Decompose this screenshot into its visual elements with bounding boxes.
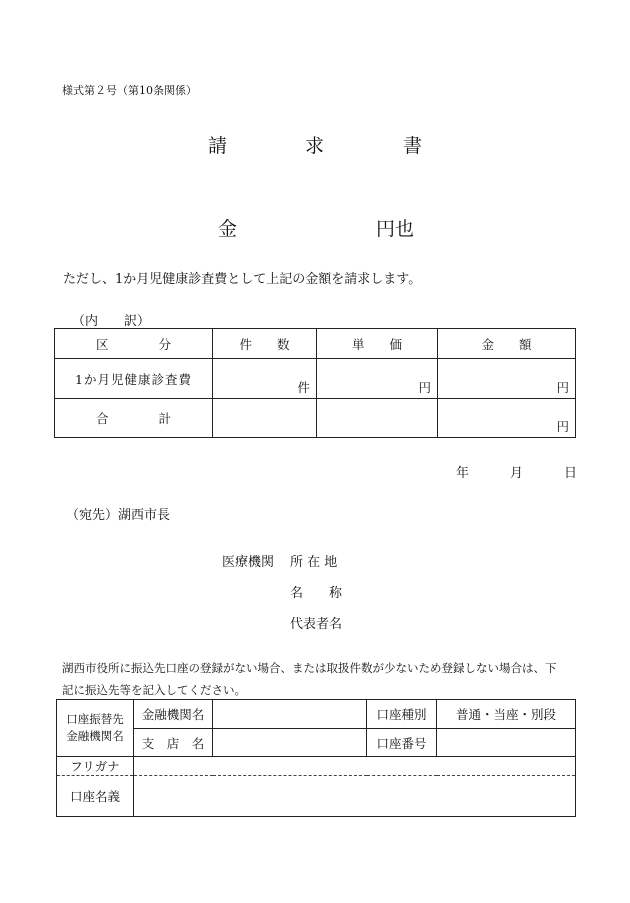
total-count-cell [213, 399, 317, 438]
form-number: 様式第２号（第10条関係） [62, 84, 197, 97]
account-number-label: 口座番号 [367, 729, 437, 757]
count-cell[interactable] [213, 359, 317, 399]
date-year: 年 [456, 466, 470, 481]
transfer-group-label-2: 金融機関名 [66, 729, 124, 743]
breakdown-table [54, 328, 576, 438]
bank-table [56, 699, 576, 817]
amount-cell[interactable] [438, 359, 576, 399]
date-day: 日 [564, 466, 578, 481]
table-row [55, 399, 576, 438]
branch-label: 支 店 名 [134, 729, 213, 757]
address-label: 所 在 地 [290, 555, 338, 570]
addressee: （宛先）湖西市長 [66, 508, 171, 523]
total-label: 合 計 [55, 399, 213, 438]
amount-prefix: 金 [218, 218, 238, 240]
account-holder-input[interactable] [134, 776, 576, 817]
header-amount: 金 額 [438, 329, 576, 359]
note-line-2: 記に振込先等を記入してください。 [62, 683, 246, 697]
representative-label: 代表者名 [290, 617, 343, 632]
name-label: 名 称 [290, 586, 343, 601]
count-unit: 件 [297, 380, 310, 395]
total-price-cell [317, 399, 438, 438]
institution-label: 医療機関 [222, 555, 275, 570]
account-type-options[interactable]: 普通・当座・別段 [437, 700, 576, 729]
header-count: 件 数 [213, 329, 317, 359]
header-category: 区 分 [55, 329, 213, 359]
account-number-input[interactable] [437, 729, 576, 757]
statement: ただし、1か月児健康診査費として上記の金額を請求します。 [63, 272, 422, 287]
title-char-2: 求 [305, 135, 325, 157]
furigana-label: フリガナ [57, 757, 134, 776]
title-char-1: 請 [208, 135, 228, 157]
branch-input[interactable] [213, 729, 367, 757]
row-label: 1か月児健康診査費 [55, 359, 213, 399]
title-char-3: 書 [403, 135, 423, 157]
unit-price-cell[interactable] [317, 359, 438, 399]
date-month: 月 [510, 466, 524, 481]
transfer-group-label-1: 口座振替先 [66, 712, 124, 726]
transfer-group [57, 700, 134, 757]
account-holder-label: 口座名義 [57, 776, 134, 817]
header-unit-price: 単 価 [317, 329, 438, 359]
note-line-1: 湖西市役所に振込先口座の登録がない場合、または取扱件数が少ないため登録しない場合は、下 [62, 661, 557, 675]
furigana-input[interactable] [134, 757, 576, 776]
total-amount-unit: 円 [556, 419, 569, 434]
table-row [55, 359, 576, 399]
amount-unit: 円 [556, 380, 569, 395]
unit-price-unit: 円 [418, 380, 431, 395]
account-type-label: 口座種別 [367, 700, 437, 729]
total-amount-cell[interactable] [438, 399, 576, 438]
breakdown-label: （内 訳） [72, 314, 151, 329]
bank-name-input[interactable] [213, 700, 367, 729]
amount-suffix: 円也 [376, 218, 415, 240]
bank-name-label: 金融機関名 [134, 700, 213, 729]
